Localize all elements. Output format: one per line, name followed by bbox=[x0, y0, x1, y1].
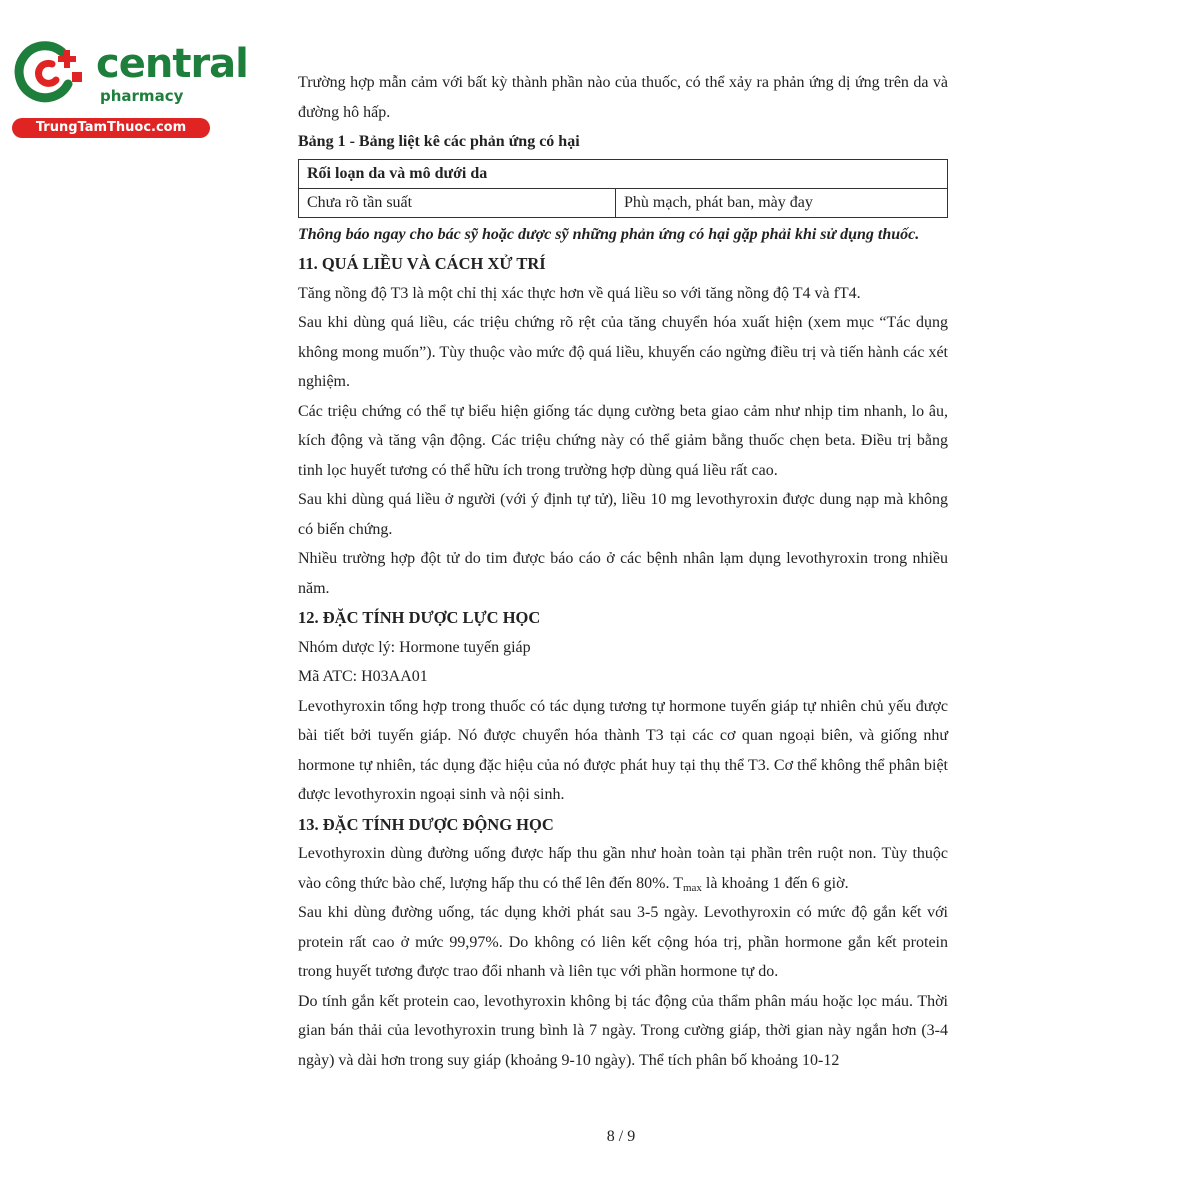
adverse-reactions-table bbox=[298, 159, 948, 218]
section-13-p1-text-a: Levothyroxin dùng đường uống được hấp thu gần như hoàn toàn tại phần trên ruột non. Tùy thuộc vào công thức bào chế, lượng hấp thu có thể lên đến 80%. T bbox=[298, 845, 948, 892]
section-11-paragraph: Nhiều trường hợp đột tử do tim được báo cáo ở các bệnh nhân lạm dụng levothyroxin trong nhiều năm. bbox=[298, 550, 948, 597]
pharmacy-logo bbox=[10, 38, 248, 138]
section-11-paragraph: Các triệu chứng có thể tự biểu hiện giống tác dụng cường beta giao cảm như nhịp tim nhanh, lo âu, kích động và tăng vận động. Các triệu chứng này có thể giảm bằng thuốc chẹn beta. Điều trị bằng tinh lọc huyết tương có thể hữu ích trong trường hợp dùng quá liều rất cao. bbox=[298, 402, 948, 479]
logo-brand-text: central bbox=[96, 41, 248, 87]
section-11-paragraph: Sau khi dùng quá liều, các triệu chứng rõ rệt của tăng chuyển hóa xuất hiện (xem mục “Tác dụng không mong muốn”). Tùy thuộc vào mức độ quá liều, khuyến cáo ngừng điều trị và tiến hành các xét nghiệm. bbox=[298, 314, 948, 390]
section-13-paragraph: Sau khi dùng đường uống, tác dụng khởi phát sau 3-5 ngày. Levothyroxin có mức độ gắn kết với protein rất cao ở mức 99,97%. Do không có liên kết cộng hóa trị, phần hormone gắn kết protein trong huyết tương được trao đổi nhanh và liên tục với phần hormone tự do. bbox=[298, 904, 948, 980]
section-12-title: 12. ĐẶC TÍNH DƯỢC LỰC HỌC bbox=[298, 608, 541, 627]
section-11-paragraph: Sau khi dùng quá liều ở người (với ý định tự tử), liều 10 mg levothyroxin được dung nạp mà không có biến chứng. bbox=[298, 491, 948, 538]
section-13-p1-text-b: là khoảng 1 đến 6 giờ. bbox=[701, 874, 849, 892]
notice-paragraph: Thông báo ngay cho bác sỹ hoặc dược sỹ những phản ứng có hại gặp phải khi sử dụng thuốc. bbox=[298, 225, 920, 243]
section-13-paragraph: Do tính gắn kết protein cao, levothyroxin không bị tác động của thẩm phân máu hoặc lọc máu. Thời gian bán thải của levothyroxin trung bình là 7 ngày. Trong cường giáp, thời gian này ngắn hơn (3-4 ngày) và dài hơn trong suy giáp (khoảng 9-10 ngày). Thể tích phân bố khoảng 10-12 bbox=[298, 992, 948, 1069]
table-caption: Bảng 1 - Bảng liệt kê các phản ứng có hại bbox=[298, 133, 580, 150]
central-pharmacy-logo-icon bbox=[12, 38, 84, 104]
table-row bbox=[299, 188, 948, 217]
table-cell-frequency: Chưa rõ tần suất bbox=[299, 188, 616, 217]
table-row bbox=[299, 159, 948, 188]
section-12-paragraph: Levothyroxin tổng hợp trong thuốc có tác dụng tương tự hormone tuyến giáp tự nhiên chủ yếu được bài tiết bởi tuyến giáp. Nó được chuyển hóa thành T3 tại các cơ quan ngoại biên, và giống như hormone tự nhiên, tác dụng đặc hiệu của nó được phát huy tại thụ thể T3. Cơ thể không thể phân biệt được levothyroxin ngoại sinh và nội sinh. bbox=[298, 697, 948, 803]
section-12-paragraph: Mã ATC: H03AA01 bbox=[298, 668, 428, 685]
section-11-title: 11. QUÁ LIỀU VÀ CÁCH XỬ TRÍ bbox=[298, 254, 546, 273]
table-cell-reactions: Phù mạch, phát ban, mày đay bbox=[616, 188, 948, 217]
document-page bbox=[298, 68, 948, 1075]
page-number: 8 / 9 bbox=[606, 1128, 636, 1145]
section-11-paragraph: Tăng nồng độ T3 là một chỉ thị xác thực hơn về quá liều so với tăng nồng độ T4 và fT4. bbox=[298, 284, 861, 302]
section-12-paragraph: Nhóm dược lý: Hormone tuyến giáp bbox=[298, 638, 531, 656]
intro-paragraph: Trường hợp mẫn cảm với bất kỳ thành phần nào của thuốc, có thể xảy ra phản ứng dị ứng trên da và đường hô hấp. bbox=[298, 74, 948, 121]
logo-url-badge: TrungTamThuoc.com bbox=[12, 118, 210, 138]
section-13-paragraph bbox=[298, 839, 948, 898]
section-13-title: 13. ĐẶC TÍNH DƯỢC ĐỘNG HỌC bbox=[298, 814, 554, 834]
table-header-cell: Rối loạn da và mô dưới da bbox=[299, 159, 948, 188]
logo-sub-text: pharmacy bbox=[100, 87, 184, 105]
tmax-subscript: max bbox=[682, 881, 702, 894]
